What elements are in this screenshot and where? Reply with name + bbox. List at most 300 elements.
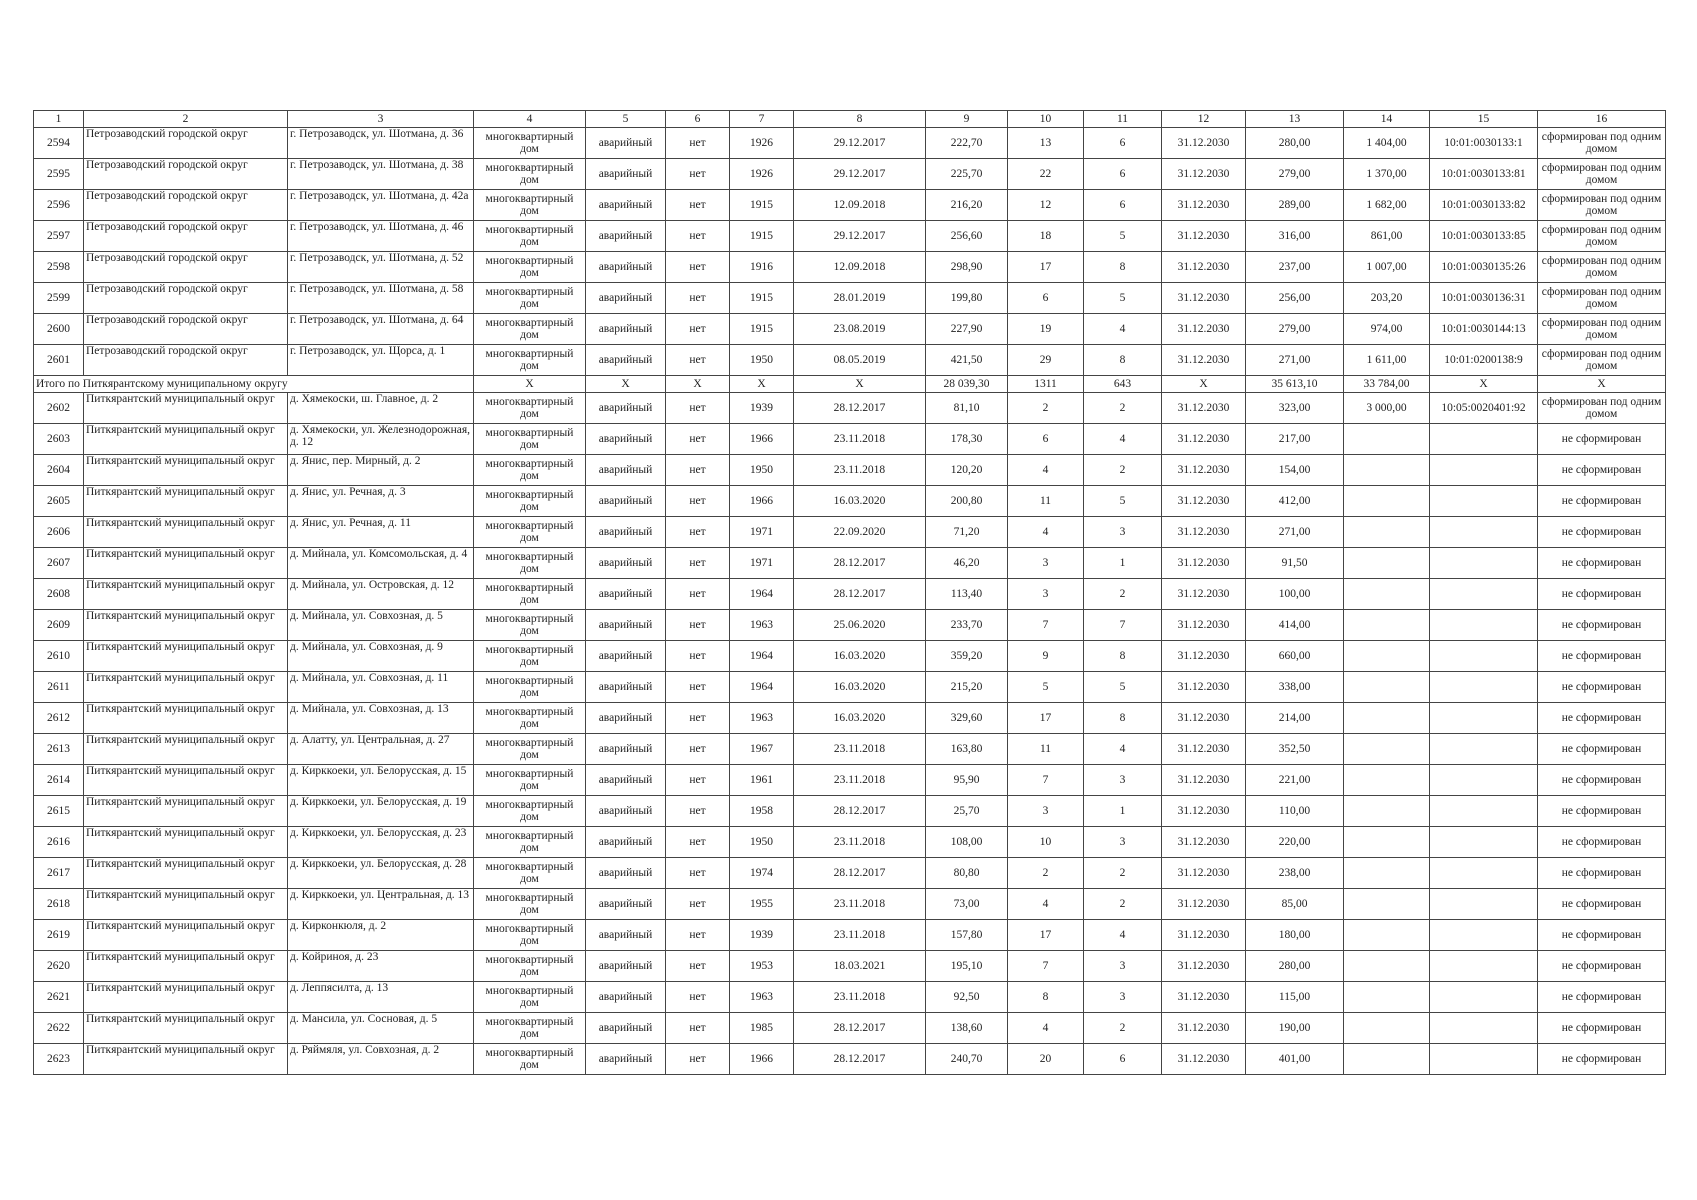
col-residents: 11: [1008, 734, 1084, 765]
col-land-area: 861,00: [1344, 221, 1430, 252]
col-municipality: Петрозаводский городской округ: [84, 221, 288, 252]
col-condition: аварийный: [586, 252, 666, 283]
table-row: [34, 190, 1666, 221]
col-area: 113,40: [926, 579, 1008, 610]
col-house-type: многоквартирный дом: [474, 734, 586, 765]
col-residents: 22: [1008, 159, 1084, 190]
col-land-area: [1344, 765, 1430, 796]
table-row: [34, 796, 1666, 827]
table-row: [34, 221, 1666, 252]
col-land-status: сформирован под одним домом: [1538, 393, 1666, 424]
col-address: д. Мийнала, ул. Совхозная, д. 11: [288, 672, 474, 703]
col-municipality: Питкярантский муниципальный округ: [84, 1013, 288, 1044]
col-house-type: многоквартирный дом: [474, 252, 586, 283]
col-area: 195,10: [926, 951, 1008, 982]
col-land-status: не сформирован: [1538, 765, 1666, 796]
col-area: 215,20: [926, 672, 1008, 703]
col-number: 2622: [34, 1013, 84, 1044]
col-number: 2604: [34, 455, 84, 486]
col-apartments: 5: [1084, 283, 1162, 314]
col-house-type: многоквартирный дом: [474, 858, 586, 889]
col-cadastral: 10:01:0030135:26: [1430, 252, 1538, 283]
col-apartments: 2: [1084, 889, 1162, 920]
col-deadline: 31.12.2030: [1162, 190, 1246, 221]
col-cadastral: [1430, 579, 1538, 610]
total-cell: X: [666, 376, 730, 393]
col-area: 80,80: [926, 858, 1008, 889]
col-cadastral: 10:01:0200138:9: [1430, 345, 1538, 376]
col-condition: аварийный: [586, 221, 666, 252]
col-date: 16.03.2020: [794, 672, 926, 703]
col-cadastral: 10:05:0020401:92: [1430, 393, 1538, 424]
col-cadastral: [1430, 455, 1538, 486]
col-area: 108,00: [926, 827, 1008, 858]
col-date: 23.11.2018: [794, 765, 926, 796]
col-number: 2596: [34, 190, 84, 221]
total-label: Итого по Питкярантскому муниципальному округу: [34, 376, 474, 393]
col-number: 2614: [34, 765, 84, 796]
col-cadastral: [1430, 827, 1538, 858]
col-date: 29.12.2017: [794, 221, 926, 252]
col-condition: аварийный: [586, 486, 666, 517]
col-cost: 238,00: [1246, 858, 1344, 889]
column-header: 7: [730, 111, 794, 128]
col-address: д. Кирккоеки, ул. Белорусская, д. 28: [288, 858, 474, 889]
column-header: 2: [84, 111, 288, 128]
col-date: 28.12.2017: [794, 548, 926, 579]
col-land-status: не сформирован: [1538, 734, 1666, 765]
col-date: 12.09.2018: [794, 190, 926, 221]
col-land-status: не сформирован: [1538, 982, 1666, 1013]
col-land-status: не сформирован: [1538, 579, 1666, 610]
col-residents: 13: [1008, 128, 1084, 159]
col-land-area: [1344, 424, 1430, 455]
col-land-status: не сформирован: [1538, 858, 1666, 889]
col-year: 1963: [730, 610, 794, 641]
col-condition: аварийный: [586, 610, 666, 641]
col-area: 359,20: [926, 641, 1008, 672]
col-cost: 352,50: [1246, 734, 1344, 765]
column-header: 3: [288, 111, 474, 128]
col-year: 1915: [730, 221, 794, 252]
col-year: 1961: [730, 765, 794, 796]
col-residents: 3: [1008, 548, 1084, 579]
table-row: [34, 517, 1666, 548]
col-land-status: сформирован под одним домом: [1538, 128, 1666, 159]
col-condition: аварийный: [586, 734, 666, 765]
col-apartments: 6: [1084, 159, 1162, 190]
col-cost: 412,00: [1246, 486, 1344, 517]
col-number: 2620: [34, 951, 84, 982]
col-date: 28.12.2017: [794, 579, 926, 610]
col-municipality: Питкярантский муниципальный округ: [84, 889, 288, 920]
table-row: [34, 610, 1666, 641]
col-apartments: 4: [1084, 920, 1162, 951]
col-apartments: 5: [1084, 221, 1162, 252]
col-flag: нет: [666, 951, 730, 982]
col-house-type: многоквартирный дом: [474, 641, 586, 672]
col-municipality: Питкярантский муниципальный округ: [84, 672, 288, 703]
col-year: 1939: [730, 920, 794, 951]
col-number: 2601: [34, 345, 84, 376]
col-residents: 11: [1008, 486, 1084, 517]
table-row: [34, 486, 1666, 517]
table-row: [34, 672, 1666, 703]
col-land-status: сформирован под одним домом: [1538, 345, 1666, 376]
col-land-area: [1344, 858, 1430, 889]
col-house-type: многоквартирный дом: [474, 517, 586, 548]
col-land-status: не сформирован: [1538, 703, 1666, 734]
col-number: 2594: [34, 128, 84, 159]
col-cost: 110,00: [1246, 796, 1344, 827]
col-date: 29.12.2017: [794, 128, 926, 159]
col-address: д. Кирконкюля, д. 2: [288, 920, 474, 951]
col-house-type: многоквартирный дом: [474, 159, 586, 190]
col-municipality: Питкярантский муниципальный округ: [84, 393, 288, 424]
col-address: д. Койриноя, д. 23: [288, 951, 474, 982]
col-land-area: 1 682,00: [1344, 190, 1430, 221]
col-land-area: [1344, 827, 1430, 858]
col-cost: 414,00: [1246, 610, 1344, 641]
table-row: [34, 283, 1666, 314]
col-year: 1915: [730, 190, 794, 221]
col-land-status: сформирован под одним домом: [1538, 314, 1666, 345]
total-cell: X: [1430, 376, 1538, 393]
col-year: 1964: [730, 641, 794, 672]
col-flag: нет: [666, 765, 730, 796]
col-area: 233,70: [926, 610, 1008, 641]
col-cadastral: [1430, 920, 1538, 951]
col-municipality: Питкярантский муниципальный округ: [84, 486, 288, 517]
col-residents: 8: [1008, 982, 1084, 1013]
col-deadline: 31.12.2030: [1162, 579, 1246, 610]
col-apartments: 3: [1084, 951, 1162, 982]
col-date: 12.09.2018: [794, 252, 926, 283]
col-municipality: Питкярантский муниципальный округ: [84, 703, 288, 734]
col-cost: 660,00: [1246, 641, 1344, 672]
col-land-area: 203,20: [1344, 283, 1430, 314]
col-land-status: не сформирован: [1538, 827, 1666, 858]
col-municipality: Питкярантский муниципальный округ: [84, 424, 288, 455]
col-condition: аварийный: [586, 314, 666, 345]
col-deadline: 31.12.2030: [1162, 610, 1246, 641]
col-land-area: [1344, 517, 1430, 548]
col-cadastral: [1430, 796, 1538, 827]
col-condition: аварийный: [586, 765, 666, 796]
col-address: д. Хямекоски, ул. Железнодорожная, д. 12: [288, 424, 474, 455]
col-cost: 91,50: [1246, 548, 1344, 579]
table-row: [34, 827, 1666, 858]
col-land-area: 1 370,00: [1344, 159, 1430, 190]
col-residents: 7: [1008, 765, 1084, 796]
col-flag: нет: [666, 982, 730, 1013]
col-land-area: [1344, 672, 1430, 703]
col-cadastral: 10:01:0030133:81: [1430, 159, 1538, 190]
table-row: [34, 455, 1666, 486]
col-deadline: 31.12.2030: [1162, 889, 1246, 920]
col-apartments: 4: [1084, 424, 1162, 455]
col-cost: 271,00: [1246, 345, 1344, 376]
col-land-status: сформирован под одним домом: [1538, 221, 1666, 252]
table-row: [34, 765, 1666, 796]
col-condition: аварийный: [586, 128, 666, 159]
table-row: [34, 548, 1666, 579]
col-house-type: многоквартирный дом: [474, 548, 586, 579]
col-land-area: [1344, 982, 1430, 1013]
col-apartments: 6: [1084, 1044, 1162, 1075]
col-cost: 316,00: [1246, 221, 1344, 252]
total-cell: 33 784,00: [1344, 376, 1430, 393]
col-address: д. Кирккоеки, ул. Белорусская, д. 23: [288, 827, 474, 858]
col-residents: 6: [1008, 283, 1084, 314]
col-cost: 115,00: [1246, 982, 1344, 1013]
col-cadastral: [1430, 1044, 1538, 1075]
col-deadline: 31.12.2030: [1162, 221, 1246, 252]
column-header: 16: [1538, 111, 1666, 128]
col-municipality: Петрозаводский городской округ: [84, 345, 288, 376]
col-number: 2623: [34, 1044, 84, 1075]
col-area: 81,10: [926, 393, 1008, 424]
col-address: д. Мийнала, ул. Совхозная, д. 9: [288, 641, 474, 672]
col-apartments: 3: [1084, 765, 1162, 796]
col-land-status: не сформирован: [1538, 1044, 1666, 1075]
col-address: д. Кирккоеки, ул. Белорусская, д. 15: [288, 765, 474, 796]
col-year: 1966: [730, 1044, 794, 1075]
col-cadastral: [1430, 734, 1538, 765]
col-date: 23.11.2018: [794, 920, 926, 951]
col-cost: 271,00: [1246, 517, 1344, 548]
col-deadline: 31.12.2030: [1162, 159, 1246, 190]
table-row: [34, 314, 1666, 345]
col-apartments: 6: [1084, 190, 1162, 221]
col-year: 1915: [730, 283, 794, 314]
col-date: 23.11.2018: [794, 734, 926, 765]
col-residents: 3: [1008, 796, 1084, 827]
col-flag: нет: [666, 517, 730, 548]
col-residents: 4: [1008, 455, 1084, 486]
total-cell: 643: [1084, 376, 1162, 393]
col-apartments: 2: [1084, 1013, 1162, 1044]
table-row: [34, 951, 1666, 982]
col-apartments: 5: [1084, 672, 1162, 703]
col-municipality: Питкярантский муниципальный округ: [84, 920, 288, 951]
col-area: 25,70: [926, 796, 1008, 827]
col-flag: нет: [666, 703, 730, 734]
col-area: 421,50: [926, 345, 1008, 376]
col-cost: 237,00: [1246, 252, 1344, 283]
col-date: 28.01.2019: [794, 283, 926, 314]
col-year: 1915: [730, 314, 794, 345]
table-row: [34, 703, 1666, 734]
col-land-status: не сформирован: [1538, 672, 1666, 703]
col-condition: аварийный: [586, 455, 666, 486]
col-house-type: многоквартирный дом: [474, 672, 586, 703]
col-flag: нет: [666, 889, 730, 920]
col-year: 1950: [730, 345, 794, 376]
col-year: 1974: [730, 858, 794, 889]
col-municipality: Питкярантский муниципальный округ: [84, 579, 288, 610]
col-cadastral: [1430, 982, 1538, 1013]
col-date: 18.03.2021: [794, 951, 926, 982]
col-condition: аварийный: [586, 703, 666, 734]
col-condition: аварийный: [586, 345, 666, 376]
col-house-type: многоквартирный дом: [474, 424, 586, 455]
col-house-type: многоквартирный дом: [474, 314, 586, 345]
col-apartments: 4: [1084, 734, 1162, 765]
col-area: 225,70: [926, 159, 1008, 190]
col-year: 1967: [730, 734, 794, 765]
col-date: 25.06.2020: [794, 610, 926, 641]
col-number: 2612: [34, 703, 84, 734]
col-area: 120,20: [926, 455, 1008, 486]
col-house-type: многоквартирный дом: [474, 796, 586, 827]
col-apartments: 3: [1084, 982, 1162, 1013]
col-house-type: многоквартирный дом: [474, 393, 586, 424]
col-address: г. Петрозаводск, ул. Шотмана, д. 52: [288, 252, 474, 283]
total-cell: X: [474, 376, 586, 393]
col-municipality: Питкярантский муниципальный округ: [84, 951, 288, 982]
table-row: [34, 252, 1666, 283]
col-year: 1953: [730, 951, 794, 982]
col-cost: 180,00: [1246, 920, 1344, 951]
col-cadastral: 10:01:0030136:31: [1430, 283, 1538, 314]
col-number: 2609: [34, 610, 84, 641]
col-area: 222,70: [926, 128, 1008, 159]
col-apartments: 2: [1084, 579, 1162, 610]
col-land-status: не сформирован: [1538, 951, 1666, 982]
col-cadastral: [1430, 1013, 1538, 1044]
col-address: д. Алатту, ул. Центральная, д. 27: [288, 734, 474, 765]
col-flag: нет: [666, 548, 730, 579]
col-house-type: многоквартирный дом: [474, 951, 586, 982]
table-row: [34, 858, 1666, 889]
col-number: 2619: [34, 920, 84, 951]
col-address: д. Мансила, ул. Сосновая, д. 5: [288, 1013, 474, 1044]
col-cadastral: 10:01:0030144:13: [1430, 314, 1538, 345]
col-land-status: сформирован под одним домом: [1538, 283, 1666, 314]
col-cadastral: [1430, 610, 1538, 641]
col-cadastral: [1430, 486, 1538, 517]
col-number: 2621: [34, 982, 84, 1013]
col-municipality: Питкярантский муниципальный округ: [84, 734, 288, 765]
column-header: 9: [926, 111, 1008, 128]
col-deadline: 31.12.2030: [1162, 672, 1246, 703]
table-row: [34, 424, 1666, 455]
col-address: д. Мийнала, ул. Совхозная, д. 13: [288, 703, 474, 734]
col-deadline: 31.12.2030: [1162, 1013, 1246, 1044]
col-residents: 7: [1008, 951, 1084, 982]
col-land-area: [1344, 920, 1430, 951]
col-cost: 217,00: [1246, 424, 1344, 455]
col-apartments: 8: [1084, 703, 1162, 734]
col-residents: 9: [1008, 641, 1084, 672]
col-deadline: 31.12.2030: [1162, 734, 1246, 765]
col-cost: 214,00: [1246, 703, 1344, 734]
col-deadline: 31.12.2030: [1162, 951, 1246, 982]
total-cell: X: [586, 376, 666, 393]
col-flag: нет: [666, 393, 730, 424]
col-number: 2598: [34, 252, 84, 283]
col-land-status: не сформирован: [1538, 424, 1666, 455]
col-municipality: Питкярантский муниципальный округ: [84, 1044, 288, 1075]
col-area: 199,80: [926, 283, 1008, 314]
col-house-type: многоквартирный дом: [474, 190, 586, 221]
col-number: 2605: [34, 486, 84, 517]
col-apartments: 1: [1084, 796, 1162, 827]
col-house-type: многоквартирный дом: [474, 345, 586, 376]
col-cadastral: [1430, 672, 1538, 703]
col-land-area: [1344, 1013, 1430, 1044]
col-residents: 10: [1008, 827, 1084, 858]
col-cadastral: [1430, 703, 1538, 734]
col-deadline: 31.12.2030: [1162, 858, 1246, 889]
col-cost: 279,00: [1246, 159, 1344, 190]
table-row: [34, 641, 1666, 672]
col-year: 1950: [730, 455, 794, 486]
col-date: 16.03.2020: [794, 486, 926, 517]
col-year: 1964: [730, 579, 794, 610]
col-residents: 4: [1008, 517, 1084, 548]
col-number: 2616: [34, 827, 84, 858]
col-deadline: 31.12.2030: [1162, 920, 1246, 951]
col-flag: нет: [666, 190, 730, 221]
col-deadline: 31.12.2030: [1162, 486, 1246, 517]
col-land-status: не сформирован: [1538, 641, 1666, 672]
col-number: 2597: [34, 221, 84, 252]
col-apartments: 8: [1084, 345, 1162, 376]
col-municipality: Петрозаводский городской округ: [84, 159, 288, 190]
col-flag: нет: [666, 486, 730, 517]
col-deadline: 31.12.2030: [1162, 517, 1246, 548]
col-apartments: 7: [1084, 610, 1162, 641]
col-cadastral: [1430, 858, 1538, 889]
col-land-area: 3 000,00: [1344, 393, 1430, 424]
col-apartments: 2: [1084, 455, 1162, 486]
col-cost: 338,00: [1246, 672, 1344, 703]
col-date: 29.12.2017: [794, 159, 926, 190]
col-deadline: 31.12.2030: [1162, 548, 1246, 579]
col-condition: аварийный: [586, 548, 666, 579]
col-residents: 2: [1008, 393, 1084, 424]
col-apartments: 8: [1084, 641, 1162, 672]
col-land-status: сформирован под одним домом: [1538, 190, 1666, 221]
col-land-area: [1344, 579, 1430, 610]
col-area: 227,90: [926, 314, 1008, 345]
col-residents: 12: [1008, 190, 1084, 221]
col-land-area: [1344, 486, 1430, 517]
col-land-area: [1344, 610, 1430, 641]
col-house-type: многоквартирный дом: [474, 765, 586, 796]
col-year: 1916: [730, 252, 794, 283]
table-row: [34, 920, 1666, 951]
col-cost: 154,00: [1246, 455, 1344, 486]
col-address: г. Петрозаводск, ул. Шотмана, д. 64: [288, 314, 474, 345]
col-condition: аварийный: [586, 159, 666, 190]
col-flag: нет: [666, 283, 730, 314]
col-land-area: [1344, 796, 1430, 827]
col-date: 28.12.2017: [794, 393, 926, 424]
col-apartments: 5: [1084, 486, 1162, 517]
col-land-area: 974,00: [1344, 314, 1430, 345]
col-cost: 190,00: [1246, 1013, 1344, 1044]
col-land-area: [1344, 1044, 1430, 1075]
col-deadline: 31.12.2030: [1162, 424, 1246, 455]
col-flag: нет: [666, 1044, 730, 1075]
col-residents: 4: [1008, 889, 1084, 920]
col-number: 2606: [34, 517, 84, 548]
col-residents: 5: [1008, 672, 1084, 703]
col-address: г. Петрозаводск, ул. Шотмана, д. 42а: [288, 190, 474, 221]
